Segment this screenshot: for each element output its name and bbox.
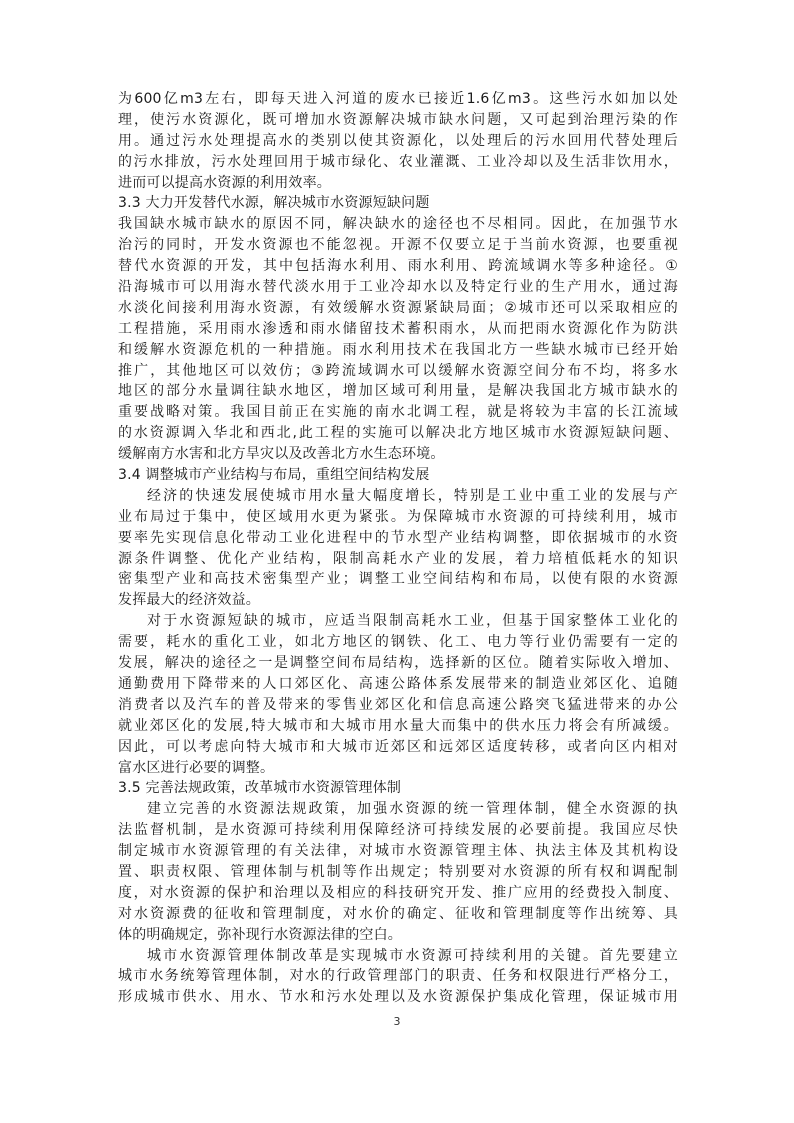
paragraph-line: 和缓解水资源危机的一种措施。雨水利用技术在我国北方一些缺水城市已经开始 <box>118 341 678 358</box>
paragraph-first-line: 城市水资源管理体制改革是实现城市水资源可持续利用的关键。首先要建立 <box>147 947 678 964</box>
paragraph-first-line: 对于水资源短缺的城市，应适当限制高耗水工业，但基于国家整体工业化的 <box>147 613 678 630</box>
paragraph-line: 治污的同时，开发水资源也不能忽视。开源不仅要立足于当前水资源，也要重视 <box>118 237 678 254</box>
paragraph-line: 水淡化间接利用海水资源，有效缓解水资源紧缺局面；②城市还可以采取相应的 <box>118 299 678 316</box>
paragraph-last-line: 富水区进行必要的调整。 <box>118 759 275 776</box>
paragraph-line: 形成城市供水、用水、节水和污水处理以及水资源保护集成化管理，保证城市用 <box>118 989 678 1006</box>
paragraph-line: 需要，耗水的重化工业，如北方地区的钢铁、化工、电力等行业仍需要有一定的 <box>118 634 678 651</box>
paragraph-line: 理，使污水资源化，既可增加水资源解决城市缺水问题，又可起到治理污染的作 <box>118 111 678 128</box>
paragraph-line: 因此，可以考虑向特大城市和大城市近郊区和远郊区适度转移，或者向区内相对 <box>118 738 678 755</box>
paragraph-line: 要率先实现信息化带动工业化进程中的节水型产业结构调整，即依据城市的水资 <box>118 529 678 546</box>
page-number: 3 <box>393 1015 401 1028</box>
paragraph-line: 重要战略对策。我国目前正在实施的南水北调工程，就是将较为丰富的长江流域 <box>118 404 678 421</box>
paragraph-line: 密集型产业和高技术密集型产业；调整工业空间结构和布局，以使有限的水资源 <box>118 571 678 588</box>
paragraph-line: 的污水排放，污水处理回用于城市绿化、农业灌溉、工业冷却以及生活非饮用水， <box>118 153 678 170</box>
paragraph-line: 沿海城市可以用海水替代淡水用于工业冷却水以及特定行业的生产用水，通过海 <box>118 279 678 296</box>
paragraph-line: 替代水资源的开发，其中包括海水利用、雨水利用、跨流域调水等多种途径。① <box>118 258 678 275</box>
paragraph-line: 的水资源调入华北和西北,此工程的实施可以解决北方地区城市水资源短缺问题、 <box>118 425 678 442</box>
paragraph-line: 发展，解决的途径之一是调整空间布局结构，选择新的区位。随着实际收入增加、 <box>118 655 678 672</box>
paragraph-line: 城市水务统筹管理体制，对水的行政管理部门的职责、任务和权限进行严格分工， <box>118 968 678 985</box>
paragraph-line: 消费者以及汽车的普及带来的零售业郊区化和信息高速公路突飞猛进带来的办公 <box>118 696 678 713</box>
paragraph-last-line: 体的明确规定，弥补现行水资源法律的空白。 <box>118 926 402 943</box>
paragraph-line: 对水资源费的征收和管理制度，对水价的确定、征收和管理制度等作出统筹、具 <box>118 905 678 922</box>
paragraph-line: 推广，其他地区可以效仿；③跨流域调水可以缓解水资源空间分布不均，将多水 <box>118 362 678 379</box>
paragraph-line: 业布局过于集中，使区域用水更为紧张。为保障城市水资源的可持续利用，城市 <box>118 508 678 525</box>
paragraph-line: 源条件调整、优化产业结构，限制高耗水产业的发展，着力培植低耗水的知识 <box>118 550 678 567</box>
paragraph-line: 法监督机制，是水资源可持续利用保障经济可持续发展的必要前提。我国应尽快 <box>118 822 678 839</box>
paragraph-line: 地区的部分水量调往缺水地区，增加区域可利用量，是解决我国北方城市缺水的 <box>118 383 678 400</box>
paragraph-line: 用。通过污水处理提高水的类别以使其资源化，以处理后的污水回用代替处理后 <box>118 132 678 149</box>
paragraph-line: 通勤费用下降带来的人口郊区化、高速公路体系发展带来的制造业郊区化、追随 <box>118 675 678 692</box>
paragraph-first-line: 建立完善的水资源法规政策，加强水资源的统一管理体制，健全水资源的执 <box>147 801 678 818</box>
section-heading: 3.3 大力开发替代水源，解决城市水资源短缺问题 <box>118 195 430 212</box>
paragraph-line: 制定城市水资源管理的有关法律，对城市水资源管理主体、执法主体及其机构设 <box>118 843 678 860</box>
paragraph-line: 为600亿m3左右，即每天进入河道的废水已接近1.6亿m3。这些污水如加以处 <box>118 91 678 107</box>
paragraph-line: 就业郊区化的发展,特大城市和大城市用水量大而集中的供水压力将会有所减缓。 <box>118 717 678 734</box>
document-body <box>118 89 678 1008</box>
paragraph-last-line: 缓解南方水害和北方旱灾以及改善北方水生态环境。 <box>118 446 445 463</box>
paragraph-line: 工程措施，采用雨水渗透和雨水储留技术蓄积雨水，从而把雨水资源化作为防洪 <box>118 320 678 337</box>
section-heading: 3.5 完善法规政策，改革城市水资源管理体制 <box>118 780 402 797</box>
paragraph-line: 置、职责权限、管理体制与机制等作出规定；特别要对水资源的所有权和调配制 <box>118 863 678 880</box>
paragraph-first-line: 经济的快速发展使城市用水量大幅度增长，特别是工业中重工业的发展与产 <box>147 487 678 504</box>
paragraph-last-line: 进而可以提高水资源的利用效率。 <box>118 174 331 191</box>
section-heading: 3.4 调整城市产业结构与布局，重组空间结构发展 <box>118 467 430 484</box>
paragraph-line: 我国缺水城市缺水的原因不同，解决缺水的途径也不尽相同。因此，在加强节水 <box>118 216 678 233</box>
paragraph-line: 度，对水资源的保护和治理以及相应的科技研究开发、推广应用的经费投入制度、 <box>118 884 678 901</box>
paragraph-last-line: 发挥最大的经济效益。 <box>118 592 260 609</box>
